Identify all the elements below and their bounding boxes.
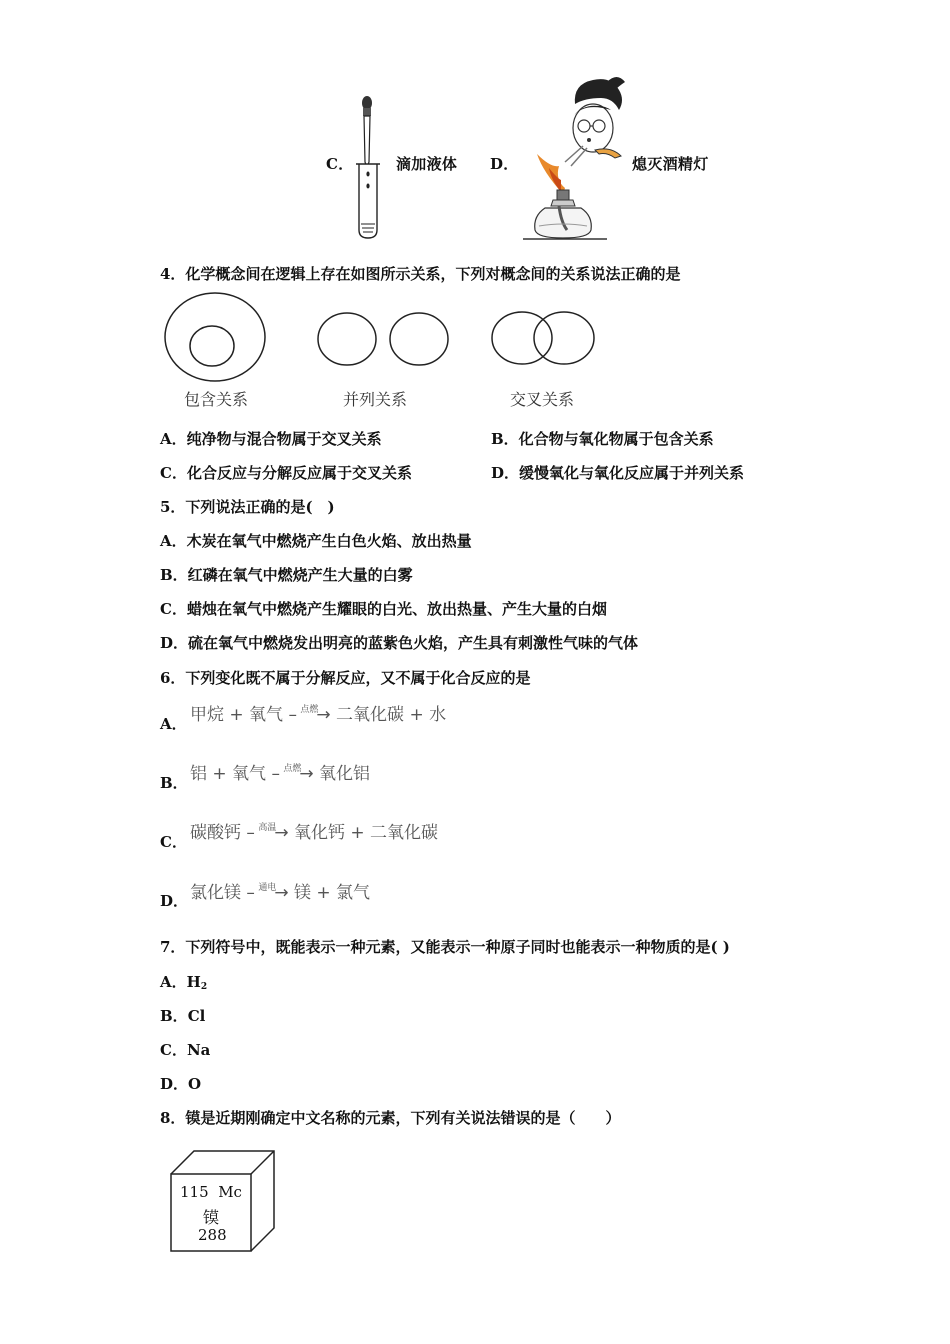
venn-inclusion-inner <box>190 326 234 366</box>
reactants: 氯化镁 <box>190 883 241 903</box>
element-name: 镆 <box>203 1208 220 1227</box>
chemical-symbol: O <box>188 1075 202 1093</box>
reactants: 碳酸钙 <box>190 823 241 843</box>
venn-label-parallel: 并列关系 <box>343 390 408 409</box>
q7-option-c[interactable] <box>160 1039 210 1060</box>
option-letter: A． <box>160 973 187 991</box>
reaction-condition: 点燃 <box>283 764 302 774</box>
chemical-symbol: Cl <box>187 1007 206 1025</box>
reactants: 甲烷 + 氧气 <box>190 705 284 725</box>
q4-option-b[interactable]: B．化合物与氧化物属于包含关系 <box>491 430 714 448</box>
q7-option-a[interactable] <box>160 971 207 992</box>
q4-option-a[interactable]: A．纯净物与混合物属于交叉关系 <box>160 430 382 448</box>
blowing-out-alcohol-lamp-illustration <box>515 76 635 244</box>
q5-option-c[interactable]: C．蜡烛在氧气中燃烧产生耀眼的白光、放出热量、产生大量的白烟 <box>160 600 607 618</box>
option-letter: B． <box>160 1007 188 1025</box>
q5-option-d[interactable]: D．硫在氧气中燃烧发出明亮的蓝紫色火焰，产生具有刺激性气味的气体 <box>160 634 639 652</box>
venn-parallel-right <box>390 313 448 365</box>
chemical-symbol: H <box>186 973 201 991</box>
products: 氧化钙 + 二氧化碳 <box>293 823 439 843</box>
reaction-condition: 高温 <box>258 823 277 833</box>
q6-option-letter: A． <box>160 715 187 733</box>
q6-equation-a: 甲烷 + 氧气 – $^{点燃}$→ 二氧化碳 + 水 <box>190 705 447 725</box>
atomic-number: 115 <box>180 1183 209 1201</box>
reactants: 铝 + 氧气 <box>190 764 267 784</box>
q4-stem: 4．化学概念间在逻辑上存在如图所示关系，下列对概念间的关系说法正确的是 <box>160 265 681 283</box>
q5-option-a[interactable]: A．木炭在氧气中燃烧产生白色火焰、放出热量 <box>160 532 472 550</box>
option-letter: C． <box>160 1041 187 1059</box>
q3-option-c-letter: C． <box>326 155 354 173</box>
element-symbol: Mc <box>218 1183 242 1201</box>
venn-label-cross: 交叉关系 <box>510 390 575 409</box>
q6-option-letter: D． <box>160 892 189 910</box>
reaction-condition: 点燃 <box>300 705 319 715</box>
venn-parallel-left <box>318 313 376 365</box>
q7-stem: 7．下列符号中，既能表示一种元素，又能表示一种原子同时也能表示一种物质的是( ) <box>160 938 730 956</box>
element-info-top <box>180 1183 242 1201</box>
q5-stem: 5．下列说法正确的是( ) <box>160 498 335 516</box>
q3-option-d-letter: D． <box>490 155 519 173</box>
q3-option-c-text: 滴加液体 <box>396 155 458 173</box>
venn-diagrams <box>160 290 620 390</box>
q6-equation-b: 铝 + 氧气 – $^{点燃}$→ 氧化铝 <box>190 764 371 784</box>
products: 镁 + 氯气 <box>293 883 371 903</box>
products: 二氧化碳 + 水 <box>336 705 447 725</box>
q7-option-d[interactable] <box>160 1073 201 1094</box>
venn-cross-right <box>534 312 594 364</box>
q5-option-b[interactable]: B．红磷在氧气中燃烧产生大量的白雾 <box>160 566 413 584</box>
q4-option-d[interactable]: D．缓慢氧化与氧化反应属于并列关系 <box>491 464 745 482</box>
q6-option-letter: C． <box>160 833 187 851</box>
relative-atomic-mass: 288 <box>198 1226 227 1244</box>
q8-stem: 8．镆是近期刚确定中文名称的元素，下列有关说法错误的是（ ） <box>160 1109 621 1127</box>
chemical-symbol: Na <box>186 1041 211 1059</box>
q6-option-letter: B． <box>160 774 188 792</box>
q6-stem: 6．下列变化既不属于分解反应，又不属于化合反应的是 <box>160 669 531 687</box>
q6-equation-d: 氯化镁 – $^{通电}$→ 镁 + 氯气 <box>190 883 371 903</box>
venn-inclusion-outer <box>165 293 265 381</box>
products: 氧化铝 <box>319 764 371 784</box>
q3-option-d-text: 熄灭酒精灯 <box>632 155 709 173</box>
q7-option-b[interactable] <box>160 1005 205 1026</box>
reaction-condition: 通电 <box>258 883 277 893</box>
element-cube <box>168 1148 278 1254</box>
subscript: 2 <box>200 982 208 992</box>
venn-label-inclusion: 包含关系 <box>184 390 249 409</box>
option-letter: D． <box>160 1075 189 1093</box>
dropper-test-tube-illustration <box>350 94 390 244</box>
q6-equation-c: 碳酸钙 – $^{高温}$→ 氧化钙 + 二氧化碳 <box>190 823 439 843</box>
q4-option-c[interactable]: C．化合反应与分解反应属于交叉关系 <box>160 464 412 482</box>
